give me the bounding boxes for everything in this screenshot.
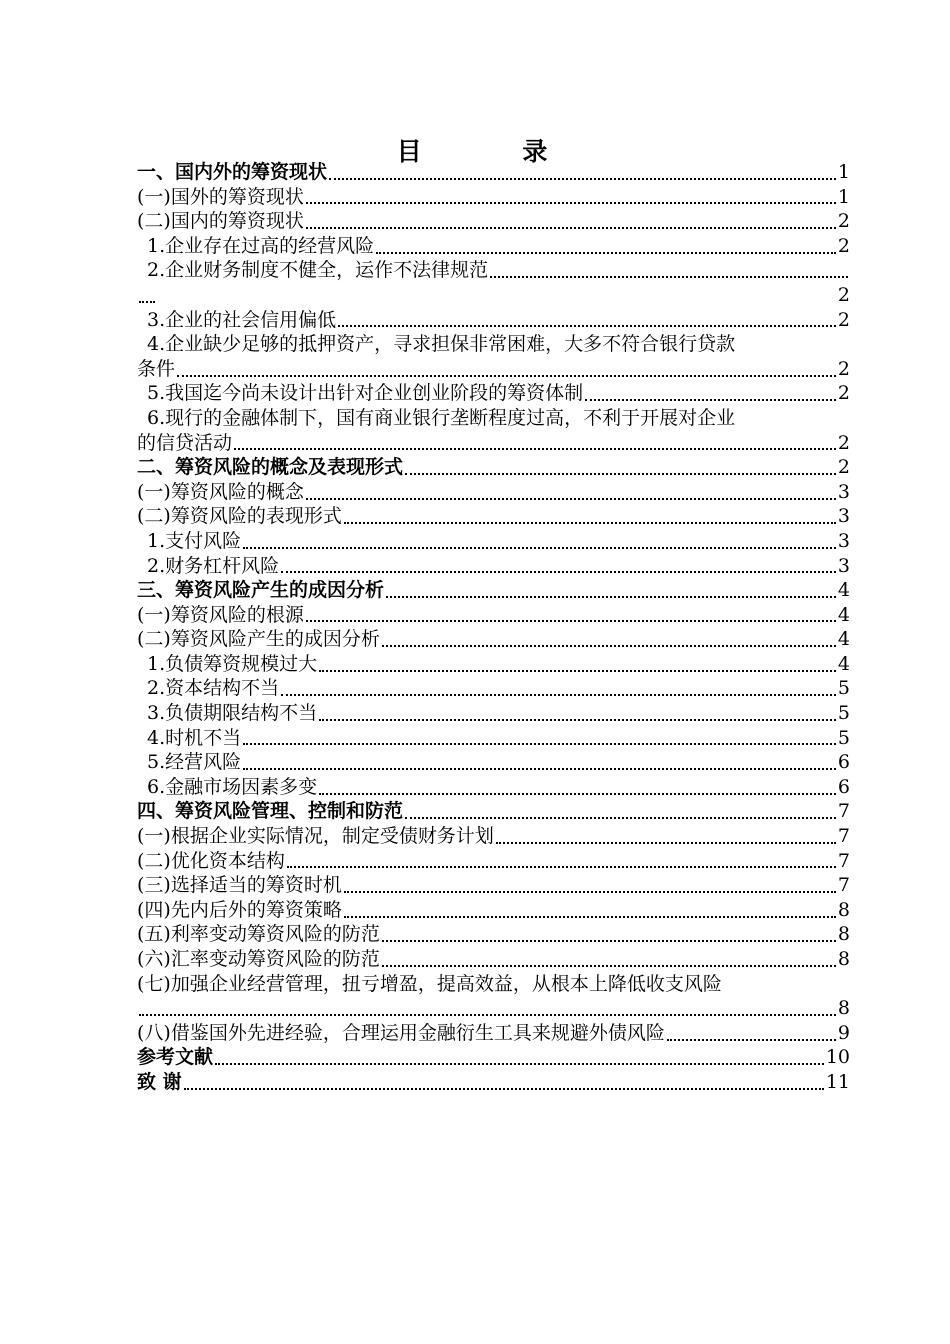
dot-leader: [386, 595, 836, 598]
toc-page-number: 2: [837, 210, 850, 233]
toc-entry[interactable]: [137, 308, 850, 333]
toc-page-number: 3: [837, 505, 850, 528]
toc-entry-text: 致 谢: [137, 1070, 182, 1093]
toc-page-number: 4: [837, 579, 850, 602]
toc-entry[interactable]: [137, 627, 850, 652]
dot-leader: [306, 497, 836, 500]
dot-leader: [215, 1062, 824, 1065]
toc-page-number: 2: [837, 382, 850, 405]
dot-leader: [382, 964, 836, 967]
toc-entry[interactable]: [137, 750, 850, 775]
toc-title: 目 录: [396, 137, 594, 166]
toc-page-number: 7: [837, 825, 850, 848]
toc-entry-text: 2.企业财务制度不健全，运作不法律规范: [147, 259, 489, 282]
toc-entry[interactable]: [137, 898, 850, 923]
toc-entry-text: 四、筹资风险管理、控制和防范: [137, 800, 404, 823]
toc-entry-text: (二)优化资本结构: [137, 849, 285, 872]
toc-entry[interactable]: [137, 676, 850, 701]
toc-entry-text: 4.时机不当: [147, 726, 242, 749]
dot-leader: [139, 300, 155, 303]
dot-leader: [306, 201, 836, 204]
toc-entry[interactable]: [137, 873, 850, 898]
toc-entry[interactable]: [137, 554, 850, 579]
toc-page-number: 3: [837, 480, 850, 503]
toc-entry-text: (一)筹资风险的概念: [137, 480, 304, 503]
toc-page-number: 4: [837, 652, 850, 675]
toc-page-number: 4: [837, 603, 850, 626]
dot-leader: [287, 865, 836, 868]
toc-page-number: 10: [825, 1046, 850, 1069]
dot-leader: [376, 251, 836, 254]
toc-entry[interactable]: [137, 529, 850, 554]
toc-page-number: 7: [837, 849, 850, 872]
toc-page-number: 5: [837, 677, 850, 700]
toc-entry[interactable]: [137, 1045, 850, 1070]
toc-entry-text: 6.金融市场因素多变: [147, 775, 318, 798]
dot-leader: [243, 546, 836, 549]
toc-entry-text: 3.企业的社会信用偏低: [147, 308, 337, 331]
toc-entry[interactable]: [137, 258, 850, 283]
toc-entry[interactable]: [137, 603, 850, 628]
toc-entry-text: (三)选择适当的筹资时机: [137, 874, 342, 897]
toc-page-number: 7: [837, 800, 850, 823]
toc-page-number: 2: [837, 283, 850, 306]
toc-page-number: 8: [837, 898, 850, 921]
dot-leader: [281, 570, 836, 573]
toc-entry-text: 条件: [137, 357, 176, 380]
toc-entry-text: 二、筹资风险的概念及表现形式: [137, 456, 404, 479]
toc-entry[interactable]: [137, 160, 850, 185]
dot-leader: [338, 324, 836, 327]
toc-page-number: 6: [837, 775, 850, 798]
toc-page-number: 8: [837, 948, 850, 970]
toc-entry[interactable]: [137, 332, 850, 357]
dot-leader: [344, 890, 836, 893]
toc-page-number: 5: [837, 702, 850, 725]
dot-leader: [184, 1087, 824, 1090]
dot-leader: [490, 275, 848, 278]
toc-entry-text: 参考文献: [137, 1046, 214, 1069]
dot-leader: [382, 644, 836, 647]
toc-entry-text: (六)汇率变动筹资风险的防范: [137, 948, 380, 970]
toc-entry[interactable]: [137, 972, 850, 997]
toc-entry[interactable]: [137, 824, 850, 849]
dot-leader: [585, 398, 836, 401]
dot-leader: [329, 177, 836, 180]
dot-leader: [319, 669, 836, 672]
toc-entry-text: 2.资本结构不当: [147, 677, 280, 700]
dot-leader: [234, 447, 836, 450]
toc-entry-text: 的信贷活动: [137, 431, 233, 454]
dot-leader: [139, 1013, 836, 1016]
toc-page-number: 11: [825, 1070, 850, 1093]
toc-page-number: 2: [837, 431, 850, 454]
toc-entry-text: 5.我国迄今尚未设计出针对企业创业阶段的筹资体制: [147, 382, 584, 405]
toc-page-number: 3: [837, 554, 850, 577]
toc-entry[interactable]: [137, 357, 850, 382]
dot-leader: [319, 718, 836, 721]
toc-entry[interactable]: [137, 480, 850, 505]
dot-leader: [281, 693, 836, 696]
toc-page-number: 2: [837, 308, 850, 331]
toc-page-number: 2: [837, 456, 850, 479]
toc-page-number: 5: [837, 726, 850, 749]
dot-leader: [496, 841, 836, 844]
toc-entry[interactable]: [137, 849, 850, 874]
toc-entry[interactable]: [137, 381, 850, 406]
toc-entry[interactable]: [137, 185, 850, 210]
dot-leader: [319, 792, 836, 795]
toc-entry-text: (二)国内的筹资现状: [137, 210, 304, 233]
toc-entry[interactable]: [137, 1070, 850, 1095]
toc-page-number: 9: [837, 1021, 850, 1044]
toc-entry[interactable]: [137, 922, 850, 947]
toc-entry-text: 3.负债期限结构不当: [147, 702, 318, 725]
toc-entry[interactable]: [137, 947, 850, 972]
toc-page-number: 8: [837, 923, 850, 946]
toc-entry-text: 5.经营风险: [147, 751, 242, 774]
toc-entry[interactable]: [137, 652, 850, 677]
toc-page-number: 3: [837, 529, 850, 552]
toc-entry[interactable]: [137, 406, 850, 431]
toc-entry-text: (二)筹资风险的表现形式: [137, 505, 342, 528]
dot-leader: [344, 915, 836, 918]
toc-entry[interactable]: [137, 726, 850, 751]
toc-entry-text: 6.现行的金融体制下，国有商业银行垄断程度过高，不利于开展对企业: [147, 406, 736, 429]
toc-entry-continuation: [137, 283, 850, 308]
toc-entry-text: 4.企业缺少足够的抵押资产，寻求担保非常困难，大多不符合银行贷款: [147, 333, 736, 356]
toc-entry-text: 一、国内外的筹资现状: [137, 161, 328, 183]
toc-entry-text: (二)筹资风险产生的成因分析: [137, 628, 380, 651]
toc-entry[interactable]: [137, 701, 850, 726]
toc-entry[interactable]: [137, 209, 850, 234]
toc-entry[interactable]: [137, 578, 850, 603]
dot-leader: [667, 1038, 836, 1041]
toc-page-number: 1: [837, 185, 850, 208]
toc-page-number: 2: [837, 357, 850, 380]
toc-entry[interactable]: [137, 996, 850, 1021]
toc-entry[interactable]: [137, 234, 850, 259]
toc-page-number: 1: [837, 161, 850, 183]
toc-entry-text: (八)借鉴国外先进经验，合理运用金融衍生工具来规避外债风险: [137, 1021, 665, 1044]
dot-leader: [243, 767, 836, 770]
toc-page-number: 6: [837, 751, 850, 774]
toc-entry-text: (五)利率变动筹资风险的防范: [137, 923, 380, 946]
toc-entry-text: 1.企业存在过高的经营风险: [147, 234, 375, 257]
dot-leader: [405, 472, 836, 475]
toc-entry[interactable]: [137, 775, 850, 800]
toc-page-number: 4: [837, 628, 850, 651]
toc-page-number: 2: [837, 234, 850, 257]
toc-page-number: 8: [837, 997, 850, 1020]
toc-entry-text: (一)根据企业实际情况，制定受债财务计划: [137, 825, 494, 848]
toc-entry[interactable]: [137, 799, 850, 824]
dot-leader: [344, 521, 836, 524]
dot-leader: [306, 619, 836, 622]
dot-leader: [382, 939, 836, 942]
dot-leader: [306, 226, 836, 229]
toc-entry-text: (一)筹资风险的根源: [137, 603, 304, 626]
dot-leader: [243, 742, 836, 745]
toc-entry-text: (四)先内后外的筹资策略: [137, 898, 342, 921]
toc-entry[interactable]: [137, 1021, 850, 1046]
toc-entry-text: 2.财务杠杆风险: [147, 554, 280, 577]
toc-entry-text: 1.支付风险: [147, 529, 242, 552]
toc-entry-text: 1.负债筹资规模过大: [147, 652, 318, 675]
toc-entry[interactable]: [137, 455, 850, 480]
toc-entry-text: 三、筹资风险产生的成因分析: [137, 579, 385, 602]
dot-leader: [405, 816, 836, 819]
toc-entry[interactable]: [137, 504, 850, 529]
toc-page-number: 7: [837, 874, 850, 897]
toc-entry[interactable]: [137, 431, 850, 456]
toc-entry-text: (七)加强企业经营管理，扭亏增盈，提高效益，从根本上降低收支风险: [137, 972, 722, 995]
dot-leader: [177, 374, 836, 377]
toc-entry-text: (一)国外的筹资现状: [137, 185, 304, 208]
table-of-contents: [137, 160, 850, 1095]
